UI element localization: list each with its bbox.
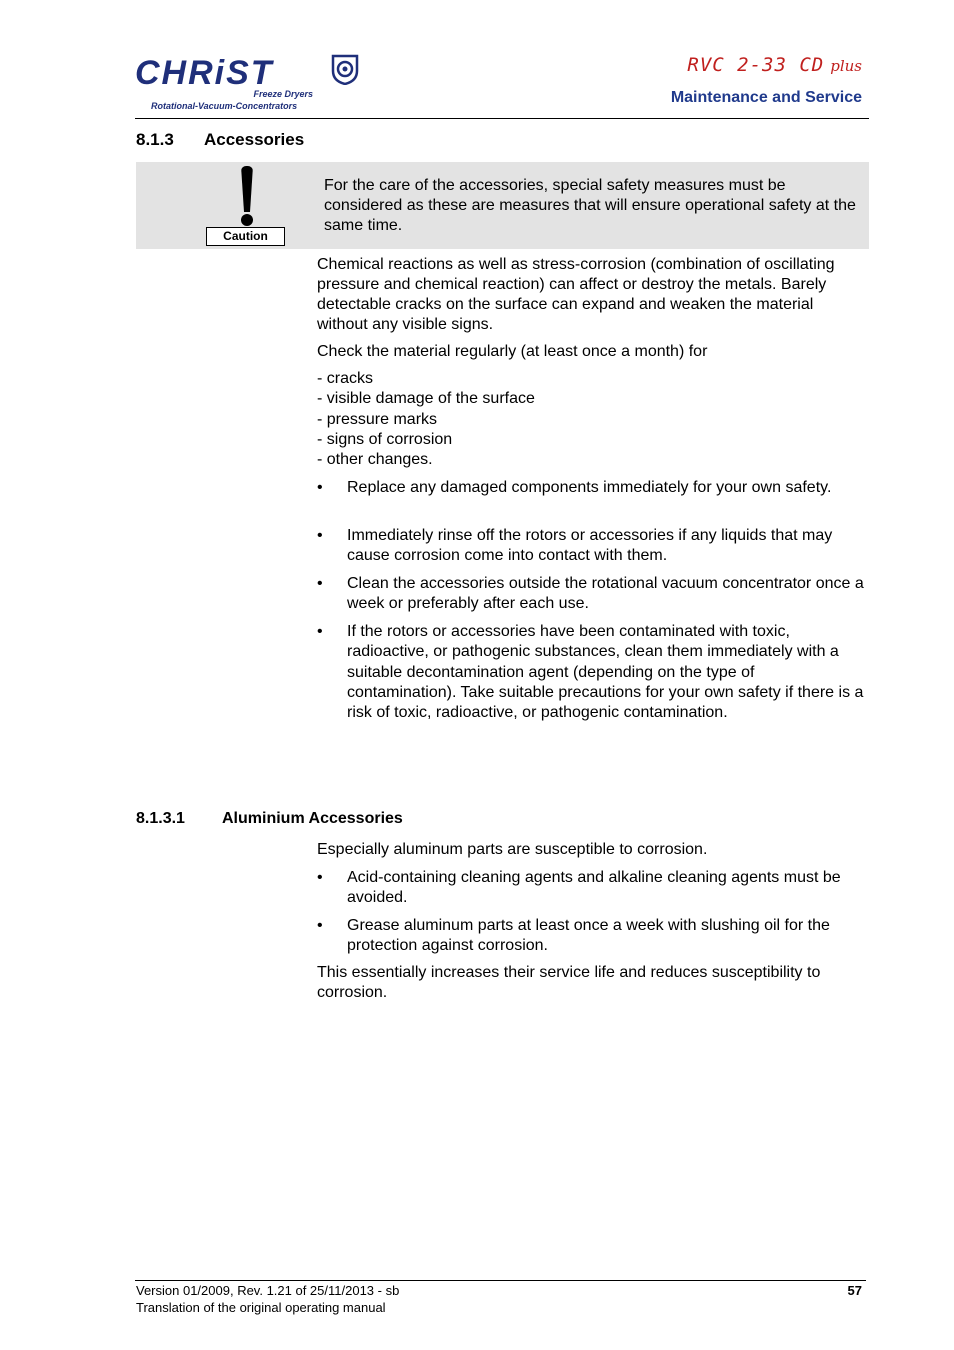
caution-text: For the care of the accessories, special safety measures must be considered as these are measures that will ensure operational safety at the same time. bbox=[324, 177, 856, 234]
subsection-title: Aluminium Accessories bbox=[222, 810, 403, 827]
company-logo bbox=[135, 50, 370, 112]
logo-emblem-icon bbox=[330, 53, 360, 85]
list-item: - pressure marks bbox=[317, 410, 438, 428]
bullet-text: Clean the accessories outside the rotational vacuum concentrator once a week or preferably after each use. bbox=[347, 575, 864, 613]
logo-wordmark: CHRiST bbox=[135, 54, 274, 92]
list-item: - visible damage of the surface bbox=[317, 390, 535, 408]
list-item: - cracks bbox=[317, 370, 373, 387]
subsection-number: 8.1.3.1 bbox=[136, 810, 185, 827]
header-section-title: Maintenance and Service bbox=[670, 89, 862, 106]
caution-notice bbox=[136, 162, 869, 249]
bullet-icon: • bbox=[317, 917, 323, 934]
bullet-text: Immediately rinse off the rotors or accessories if any liquids that may cause corrosion come into contact with them. bbox=[347, 527, 833, 565]
logo-subtitle-freeze-dryers: Freeze Dryers bbox=[253, 89, 313, 99]
exclamation-bar bbox=[241, 166, 253, 212]
bullet-text: Grease aluminum parts at least once a week with slushing oil for the protection against corrosion. bbox=[347, 917, 830, 955]
footer-translation-note: Translation of the original operating manual bbox=[136, 1300, 386, 1315]
exclamation-icon bbox=[206, 166, 288, 246]
logo-subtitle-concentrators: Rotational-Vacuum-Concentrators bbox=[151, 101, 298, 111]
section-number: 8.1.3 bbox=[136, 130, 174, 149]
page-number: 57 bbox=[847, 1283, 862, 1298]
paragraph-aluminum-intro: Especially aluminum parts are susceptible to corrosion. bbox=[317, 841, 708, 858]
bullet-icon: • bbox=[317, 527, 323, 544]
model-suffix: plus bbox=[830, 57, 862, 75]
bullet-icon: • bbox=[317, 869, 323, 886]
list-item: - signs of corrosion bbox=[317, 430, 453, 448]
section-title: Accessories bbox=[204, 130, 305, 149]
bullet-icon: • bbox=[317, 575, 323, 592]
bullet-icon: • bbox=[317, 623, 323, 640]
paragraph-chemical-reactions: Chemical reactions as well as stress-corrosion (combination of oscillating pressure and chemical reaction) can affect or destroy the metals. Barely detectable cracks on the surface can expand and weaken the material without any visible signs. bbox=[317, 256, 835, 333]
exclamation-dot bbox=[241, 214, 253, 226]
bullet-text: Acid-containing cleaning agents and alkaline cleaning agents must be avoided. bbox=[347, 869, 841, 907]
paragraph-aluminum-outro: This essentially increases their service life and reduces susceptibility to corrosion. bbox=[317, 964, 821, 1001]
bullet-icon: • bbox=[317, 479, 323, 496]
header-divider bbox=[135, 118, 869, 119]
list-item: - other changes. bbox=[317, 451, 433, 469]
check-list bbox=[317, 369, 865, 470]
model-name bbox=[687, 54, 862, 76]
bullet-text: Replace any damaged components immediately for your own safety. bbox=[347, 479, 832, 496]
caution-label: Caution bbox=[206, 227, 285, 246]
bullet-text: If the rotors or accessories have been contaminated with toxic, radioactive, or pathogenic substances, clean them immediately with a suitable decontamination agent (depending on the type of contamination). Take suitable precautions for your own safety if there is a risk of toxic, radioactive, or pathogenic contamination. bbox=[347, 623, 864, 722]
paragraph-check-material: Check the material regularly (at least once a month) for bbox=[317, 343, 708, 360]
model-number: RVC 2-33 CD bbox=[687, 54, 825, 76]
footer-version: Version 01/2009, Rev. 1.21 of 25/11/2013 - sb bbox=[136, 1283, 400, 1298]
footer-divider bbox=[135, 1280, 866, 1281]
